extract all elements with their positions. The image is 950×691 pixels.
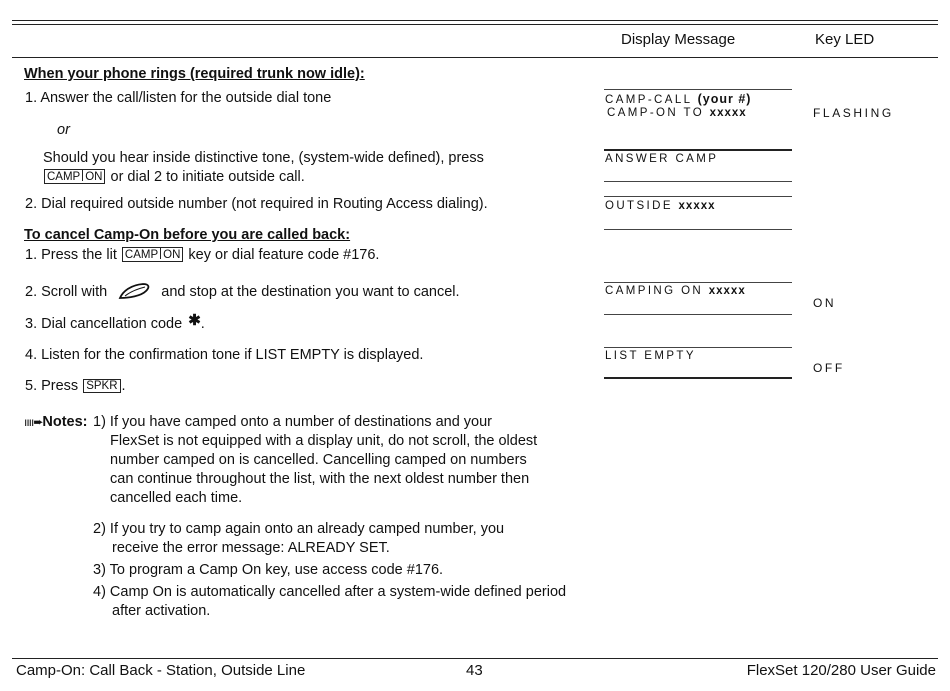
column-header-display-message: Display Message	[621, 31, 736, 48]
step-scroll	[25, 281, 460, 301]
camp-on-key-label: CAMP ON	[122, 247, 183, 262]
display-rule	[604, 181, 792, 182]
note-1-line-3: number camped on is cancelled. Cancelling camped on numbers	[110, 452, 527, 468]
footer-section-title: Camp-On: Call Back - Station, Outside Line	[16, 662, 306, 679]
top-rule-double-1	[12, 20, 938, 21]
display-rule	[604, 347, 792, 348]
scroll-key-icon	[117, 281, 151, 301]
display-camp-on-to: CAMP-ON TO xxxxx	[607, 107, 747, 119]
notes-label: ıııı➨Notes:	[24, 414, 88, 430]
footer-rule	[12, 658, 938, 659]
step-press-lit-text-end: key or dial feature code #176.	[188, 247, 380, 263]
step-dial-outside-number: 2. Dial required outside number (not required in Routing Access dialing).	[25, 196, 488, 212]
note-3: 3) To program a Camp On key, use access code #176.	[93, 562, 444, 578]
step-press-speaker	[25, 377, 126, 395]
display-camping-on: CAMPING ON xxxxx	[605, 285, 746, 297]
step-listen-confirmation: 4. Listen for the confirmation tone if LIST EMPTY is displayed.	[25, 347, 424, 363]
column-header-key-led: Key LED	[815, 31, 875, 48]
section-title-phone-rings: When your phone rings (required trunk now idle):	[24, 66, 365, 82]
led-off: OFF	[813, 361, 845, 375]
or-label: or	[57, 122, 70, 138]
note-1-line-2: FlexSet is not equipped with a display unit, do not scroll, the oldest	[110, 433, 538, 449]
display-rule	[604, 229, 792, 230]
note-2-line-2: receive the error message: ALREADY SET.	[112, 540, 390, 556]
display-rule	[604, 314, 792, 315]
step-press-speaker-text: 5. Press	[25, 378, 79, 394]
step-cancellation-period: .	[200, 316, 205, 332]
footer-guide-title: FlexSet 120/280 User Guide	[746, 662, 936, 679]
step-press-lit-key	[25, 246, 379, 264]
display-rule	[604, 196, 792, 197]
display-answer-camp: ANSWER CAMP	[605, 153, 719, 165]
step-press-lit-text: 1. Press the lit	[25, 247, 117, 263]
header-rule	[12, 57, 938, 58]
step-press-speaker-period: .	[121, 378, 126, 394]
note-2-line-1: 2) If you try to camp again onto an already camped number, you	[93, 521, 505, 537]
note-4-line-1: 4) Camp On is automatically cancelled after a system-wide defined period	[93, 584, 567, 600]
step-cancellation-text: 3. Dial cancellation code	[25, 316, 183, 332]
display-rule	[604, 377, 792, 379]
spkr-key-label: SPKR	[83, 379, 120, 393]
note-1-line-1: 1) If you have camped onto a number of destinations and your	[93, 414, 492, 430]
display-rule	[604, 89, 792, 90]
led-on: ON	[813, 296, 837, 310]
display-rule	[604, 149, 792, 151]
camp-on-key-label: CAMP ON	[44, 169, 105, 184]
display-camp-call: CAMP-CALL (your #)	[605, 92, 752, 106]
display-outside: OUTSIDE xxxxx	[605, 200, 716, 212]
step-distinctive-tone-line1: Should you hear inside distinctive tone, (system-wide defined), press	[43, 150, 484, 166]
step-distinctive-tone-line2	[43, 168, 305, 186]
led-flashing: FLASHING	[813, 106, 894, 120]
step-answer-call: 1. Answer the call/listen for the outside dial tone	[25, 90, 332, 106]
step-scroll-text-end: and stop at the destination you want to cancel.	[161, 284, 460, 300]
top-rule-double-2	[12, 24, 938, 25]
note-1-line-5: cancelled each time.	[110, 490, 243, 506]
step-distinctive-tone-text: or dial 2 to initiate outside call.	[110, 169, 305, 185]
footer-page-number: 43	[466, 662, 483, 679]
section-title-cancel-camp-on: To cancel Camp-On before you are called back:	[24, 227, 351, 243]
notes-arrow-icon: ıııı➨	[24, 415, 43, 429]
step-scroll-text: 2. Scroll with	[25, 284, 108, 300]
display-rule	[604, 282, 792, 283]
note-1-line-4: can continue throughout the list, with the next oldest number then	[110, 471, 530, 487]
note-4-line-2: after activation.	[112, 603, 211, 619]
display-list-empty: LIST EMPTY	[605, 350, 696, 362]
asterisk-key-icon: ✱	[188, 312, 201, 329]
step-dial-cancellation-code	[25, 312, 205, 333]
